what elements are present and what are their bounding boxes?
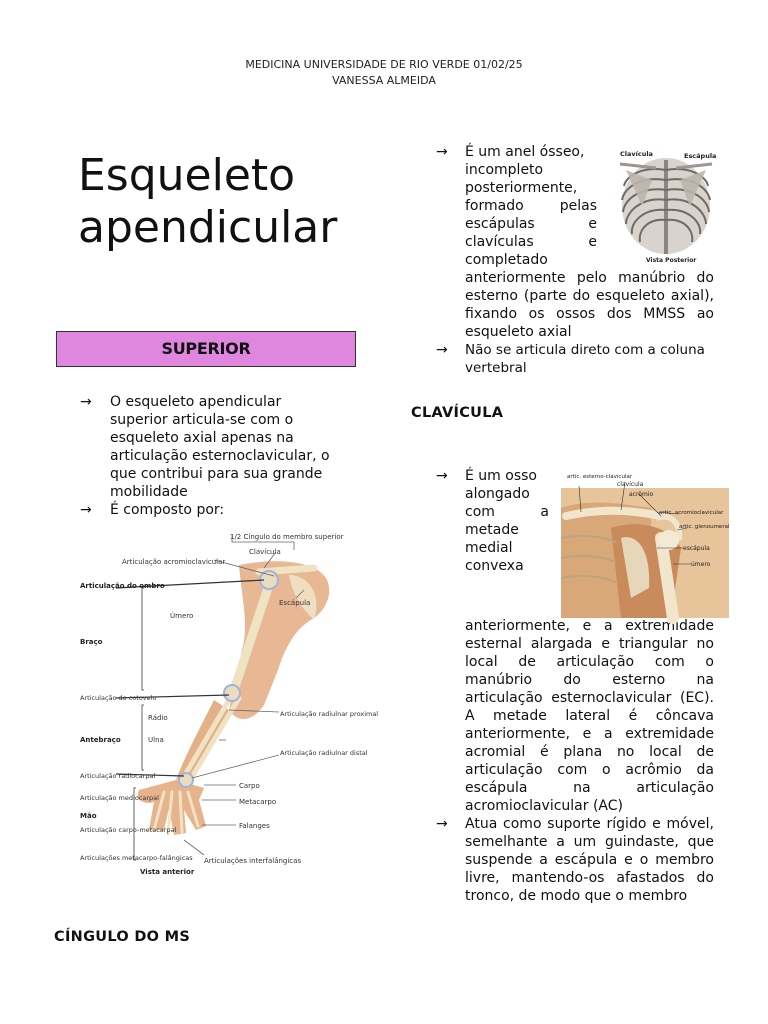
- arrow-icon: →: [80, 394, 92, 410]
- text-line: completado: [465, 252, 548, 268]
- list-item: [436, 341, 714, 377]
- text-line: formado pelas: [465, 198, 597, 214]
- title-line-2: apendicular: [78, 202, 338, 253]
- arm-skeleton-figure: [64, 530, 379, 880]
- shoulder-label-escapula: escápula: [683, 545, 710, 552]
- title-line-1: Esqueleto: [78, 150, 296, 201]
- paragraph-rest: anteriormente, e a extremidade esternal alargada e triangular no local de articulação com o manúbrio do esterno na articulação esternoclavicular (EC). A metade lateral é côncava anteriormente, e a extremidade acromial é plana no local de articulação com o acrômio da escápula na articulação acromioclavicular (AC): [465, 618, 714, 814]
- wrapped-lines: [465, 467, 549, 575]
- arm-label-vista: Vista anterior: [140, 868, 195, 876]
- arm-label-ulna: Ulna: [148, 736, 164, 744]
- arm-label-interfalangicas: Articulações interfalângicas: [204, 857, 302, 865]
- header-line-2: VANESSA ALMEIDA: [332, 74, 436, 87]
- arm-label-metacarpo: Metacarpo: [239, 798, 277, 806]
- page-header: [0, 57, 768, 89]
- list-item: [80, 393, 338, 501]
- bullet-text: Atua como suporte rígido e móvel, semelhante a um guindaste, que suspende a escápula e o membro livre, mantendo-os afastados do tronco, de modo que o membro: [465, 816, 714, 904]
- arrow-icon: →: [436, 342, 448, 358]
- text-line: com a: [465, 504, 549, 520]
- paragraph-rest: anteriormente pelo manúbrio do esterno (parte do esqueleto axial), fixando os ossos dos MMSS ao esqueleto axial: [465, 270, 714, 340]
- arm-top-label: 1/2 Cíngulo do membro superior: [230, 533, 344, 541]
- arrow-icon: →: [436, 144, 448, 160]
- shoulder-label-umero: úmero: [691, 561, 711, 568]
- ribcage-label-vista: Vista Posterior: [646, 257, 697, 264]
- shoulder-label-artic-esterno: artic. esterno-clavicular: [567, 474, 633, 480]
- arm-label-cotovelo: Articulação do cotovelo: [80, 694, 157, 702]
- list-item: [436, 815, 714, 905]
- shoulder-clavicle-figure: [561, 468, 729, 618]
- arm-label-clavicula: Clavícula: [249, 548, 281, 556]
- svg-text:Articulação do ombro: [80, 582, 165, 590]
- text-line: convexa: [465, 558, 524, 574]
- arm-label-falanges: Falanges: [239, 822, 270, 830]
- shoulder-label-acromio: acrômio: [629, 491, 654, 498]
- shoulder-label-glenoumeral: artic. glenoumeral: [679, 524, 730, 530]
- arm-label-mao: Mão: [80, 812, 97, 820]
- section-heading-cingulo: CÍNGULO DO MS: [54, 929, 191, 945]
- text-line: escápulas e: [465, 216, 597, 232]
- arm-label-radiocarpal: Articulação radiocarpal: [80, 772, 156, 780]
- shoulder-label-acromioclavicular: artic. acromioclavicular: [659, 510, 724, 516]
- page-title: [78, 150, 337, 254]
- arm-label-umero: Úmero: [170, 612, 194, 620]
- arrow-icon: →: [436, 816, 448, 832]
- text-line: medial: [465, 540, 513, 556]
- text-line: metade: [465, 522, 519, 538]
- header-line-1: MEDICINA UNIVERSIDADE DE RIO VERDE 01/02/25: [245, 58, 523, 71]
- arm-label-escapula: Escápula: [279, 599, 311, 607]
- arm-label-mediocarpal: Articulação mediocarpal: [80, 794, 159, 802]
- shoulder-label-clavicula: clavícula: [617, 481, 644, 488]
- bullet-text: Não se articula direto com a coluna vertebral: [465, 342, 705, 376]
- arm-label-radio: Rádio: [148, 714, 168, 722]
- arm-label-antebraco: Antebraço: [80, 736, 121, 744]
- arrow-icon: →: [436, 468, 448, 484]
- text-line: É um anel ósseo,: [465, 144, 585, 160]
- arm-label-metacarpofalangicas: Articulações metacarpo-falângicas: [80, 854, 193, 862]
- arm-label-radiulnar-proximal: Articulação radiulnar proximal: [280, 710, 379, 718]
- superior-heading-box: SUPERIOR: [56, 331, 356, 367]
- text-line: É um osso: [465, 468, 537, 484]
- wrapped-lines: [465, 143, 597, 269]
- arm-label-carpo: Carpo: [239, 782, 260, 790]
- text-line: incompleto: [465, 162, 544, 178]
- arm-label-radiulnar-distal: Articulação radiulnar distal: [280, 749, 368, 757]
- text-line: posteriormente,: [465, 180, 578, 196]
- bullet-text: O esqueleto apendicular superior articula-se com o esqueleto axial apenas na articulação esternoclavicular, o que contribui para sua grande mobilidade: [110, 394, 330, 500]
- arrow-icon: →: [80, 502, 92, 518]
- list-item: [80, 501, 338, 519]
- arm-label-carpometacarpal: Articulação carpo-metacarpal: [80, 826, 177, 834]
- text-line: alongado: [465, 486, 530, 502]
- arm-label-ombro: Articulação do ombro: [80, 582, 165, 590]
- text-line: clavículas e: [465, 234, 597, 250]
- section-heading-clavicula: CLAVÍCULA: [411, 405, 504, 421]
- arm-label-acromioclavicular: Articulação acromioclavicular: [122, 558, 226, 566]
- arm-label-braco: Braço: [80, 638, 103, 646]
- ribcage-label-escapula: Escápula: [684, 152, 717, 160]
- ribcage-posterior-figure: [612, 146, 720, 264]
- left-bullet-list: [80, 393, 338, 519]
- ribcage-label-clavicula: Clavícula: [620, 150, 653, 158]
- bullet-text: É composto por:: [110, 502, 225, 518]
